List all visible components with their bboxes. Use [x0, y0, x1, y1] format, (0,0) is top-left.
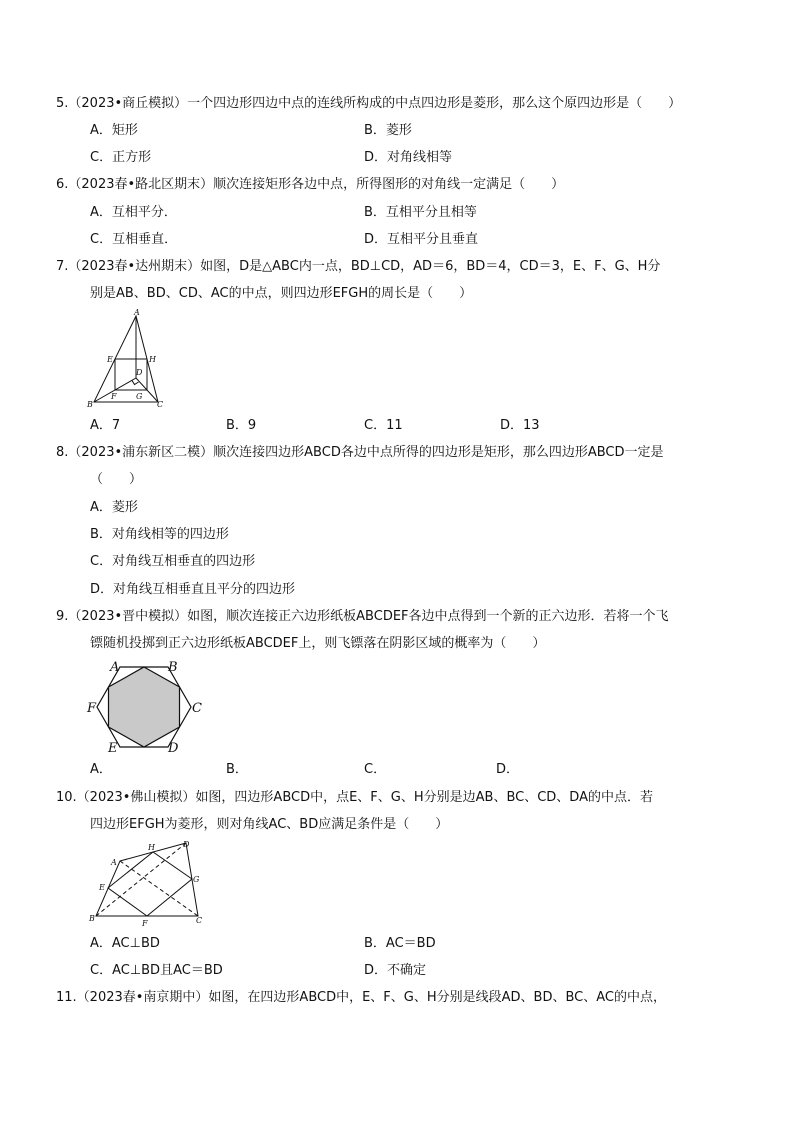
q7-label-b: B — [87, 400, 93, 409]
q10-option-b: B．AC＝BD — [364, 936, 436, 951]
q9-option-b: B． — [226, 762, 248, 777]
q6-option-d: D．互相平分且垂直 — [364, 232, 479, 247]
q5-stem: 5.（2023•商丘模拟）一个四边形四边中点的连线所构成的中点四边形是菱形，那么这个原四边形是（ ） — [56, 96, 682, 111]
q11-stem: 11.（2023春•南京期中）如图，在四边形ABCD中，E、F、G、H分别是线段AD、BD、BC、AC的中点， — [56, 990, 666, 1005]
q10-label-h: H — [148, 843, 155, 852]
q7-label-d: D — [136, 368, 143, 377]
q7-label-f: F — [111, 392, 117, 401]
q5-option-d: D．对角线相等 — [364, 150, 453, 165]
q10-option-c: C．AC⊥BD且AC＝BD — [90, 963, 223, 978]
q9-label-e: E — [108, 741, 118, 756]
q7-label-h: H — [149, 355, 156, 364]
q10-diagonal-ac — [120, 861, 198, 916]
q7-stem-line2: 别是AB、BD、CD、AC的中点，则四边形EFGH的周长是（ ） — [90, 286, 473, 301]
q10-option-a: A．AC⊥BD — [90, 936, 160, 951]
q8-option-d: D．对角线互相垂直且平分的四边形 — [90, 582, 296, 597]
q8-stem-line2: （ ） — [90, 472, 143, 487]
q10-stem-line2: 四边形EFGH为菱形，则对角线AC、BD应满足条件是（ ） — [90, 817, 449, 832]
q9-label-b: B — [168, 660, 178, 675]
q7-option-c: C．11 — [364, 418, 403, 433]
q9-label-a: A — [110, 660, 120, 675]
q6-option-b: B．互相平分且相等 — [364, 205, 477, 220]
q7-label-g: G — [136, 392, 143, 401]
q5-option-c: C．正方形 — [90, 150, 152, 165]
q7-label-a: A — [134, 308, 140, 317]
q9-stem-line1: 9.（2023•晋中模拟）如图，顺次连接正六边形纸板ABCDEF各边中点得到一个新的正六边形．若将一个飞 — [56, 609, 669, 624]
q7-label-e: E — [107, 355, 113, 364]
q9-option-c: C． — [364, 762, 387, 777]
q9-figure — [86, 658, 202, 756]
q10-label-g: G — [193, 875, 200, 884]
q9-label-f: F — [87, 701, 97, 716]
q5-option-b: B．菱形 — [364, 123, 412, 138]
q7-option-d: D．13 — [500, 418, 540, 433]
q7-label-c: C — [157, 400, 164, 409]
q10-stem-line1: 10.（2023•佛山模拟）如图，四边形ABCD中，点E、F、G、H分别是边AB、BC、CD、DA的中点．若 — [56, 790, 653, 805]
q9-inner-hexagon-shaded — [109, 667, 180, 747]
q9-option-a: A． — [90, 762, 112, 777]
q10-label-f: F — [142, 919, 148, 928]
q6-option-a: A．互相平分． — [90, 205, 177, 220]
q9-label-d: D — [168, 741, 179, 756]
q8-option-c: C．对角线互相垂直的四边形 — [90, 554, 256, 569]
q7-figure — [86, 306, 176, 412]
q8-option-a: A．菱形 — [90, 500, 138, 515]
q9-label-c: C — [192, 701, 202, 716]
q10-option-d: D．不确定 — [364, 963, 427, 978]
q8-stem-line1: 8.（2023•浦东新区二模）顺次连接四边形ABCD各边中点所得的四边形是矩形，那么四边形ABCD一定是 — [56, 445, 664, 460]
q10-diagonal-bd — [96, 843, 186, 916]
q9-stem-line2: 镖随机投掷到正六边形纸板ABCDEF上，则飞镖落在阴影区域的概率为（ ） — [90, 636, 546, 651]
q6-stem: 6.（2023春•路北区期末）顺次连接矩形各边中点，所得图形的对角线一定满足（ ） — [56, 177, 565, 192]
q10-label-b: B — [89, 914, 95, 923]
q5-option-a: A．矩形 — [90, 123, 138, 138]
q7-stem-line1: 7.（2023春•达州期末）如图，D是△ABC内一点，BD⊥CD，AD＝6，BD＝4，CD＝3，E、F、G、H分 — [56, 259, 661, 274]
q7-option-a: A．7 — [90, 418, 121, 433]
q10-label-e: E — [99, 883, 105, 892]
q7-right-angle-mark — [132, 381, 139, 385]
q10-quad-abcd — [96, 843, 198, 916]
q9-option-d: D． — [496, 762, 520, 777]
q8-option-b: B．对角线相等的四边形 — [90, 527, 229, 542]
q7-option-b: B．9 — [226, 418, 257, 433]
q10-label-a: A — [111, 858, 117, 867]
q10-figure — [86, 838, 210, 930]
q10-label-d: D — [183, 840, 190, 849]
q6-option-c: C．互相垂直． — [90, 232, 178, 247]
q10-label-c: C — [196, 916, 203, 925]
